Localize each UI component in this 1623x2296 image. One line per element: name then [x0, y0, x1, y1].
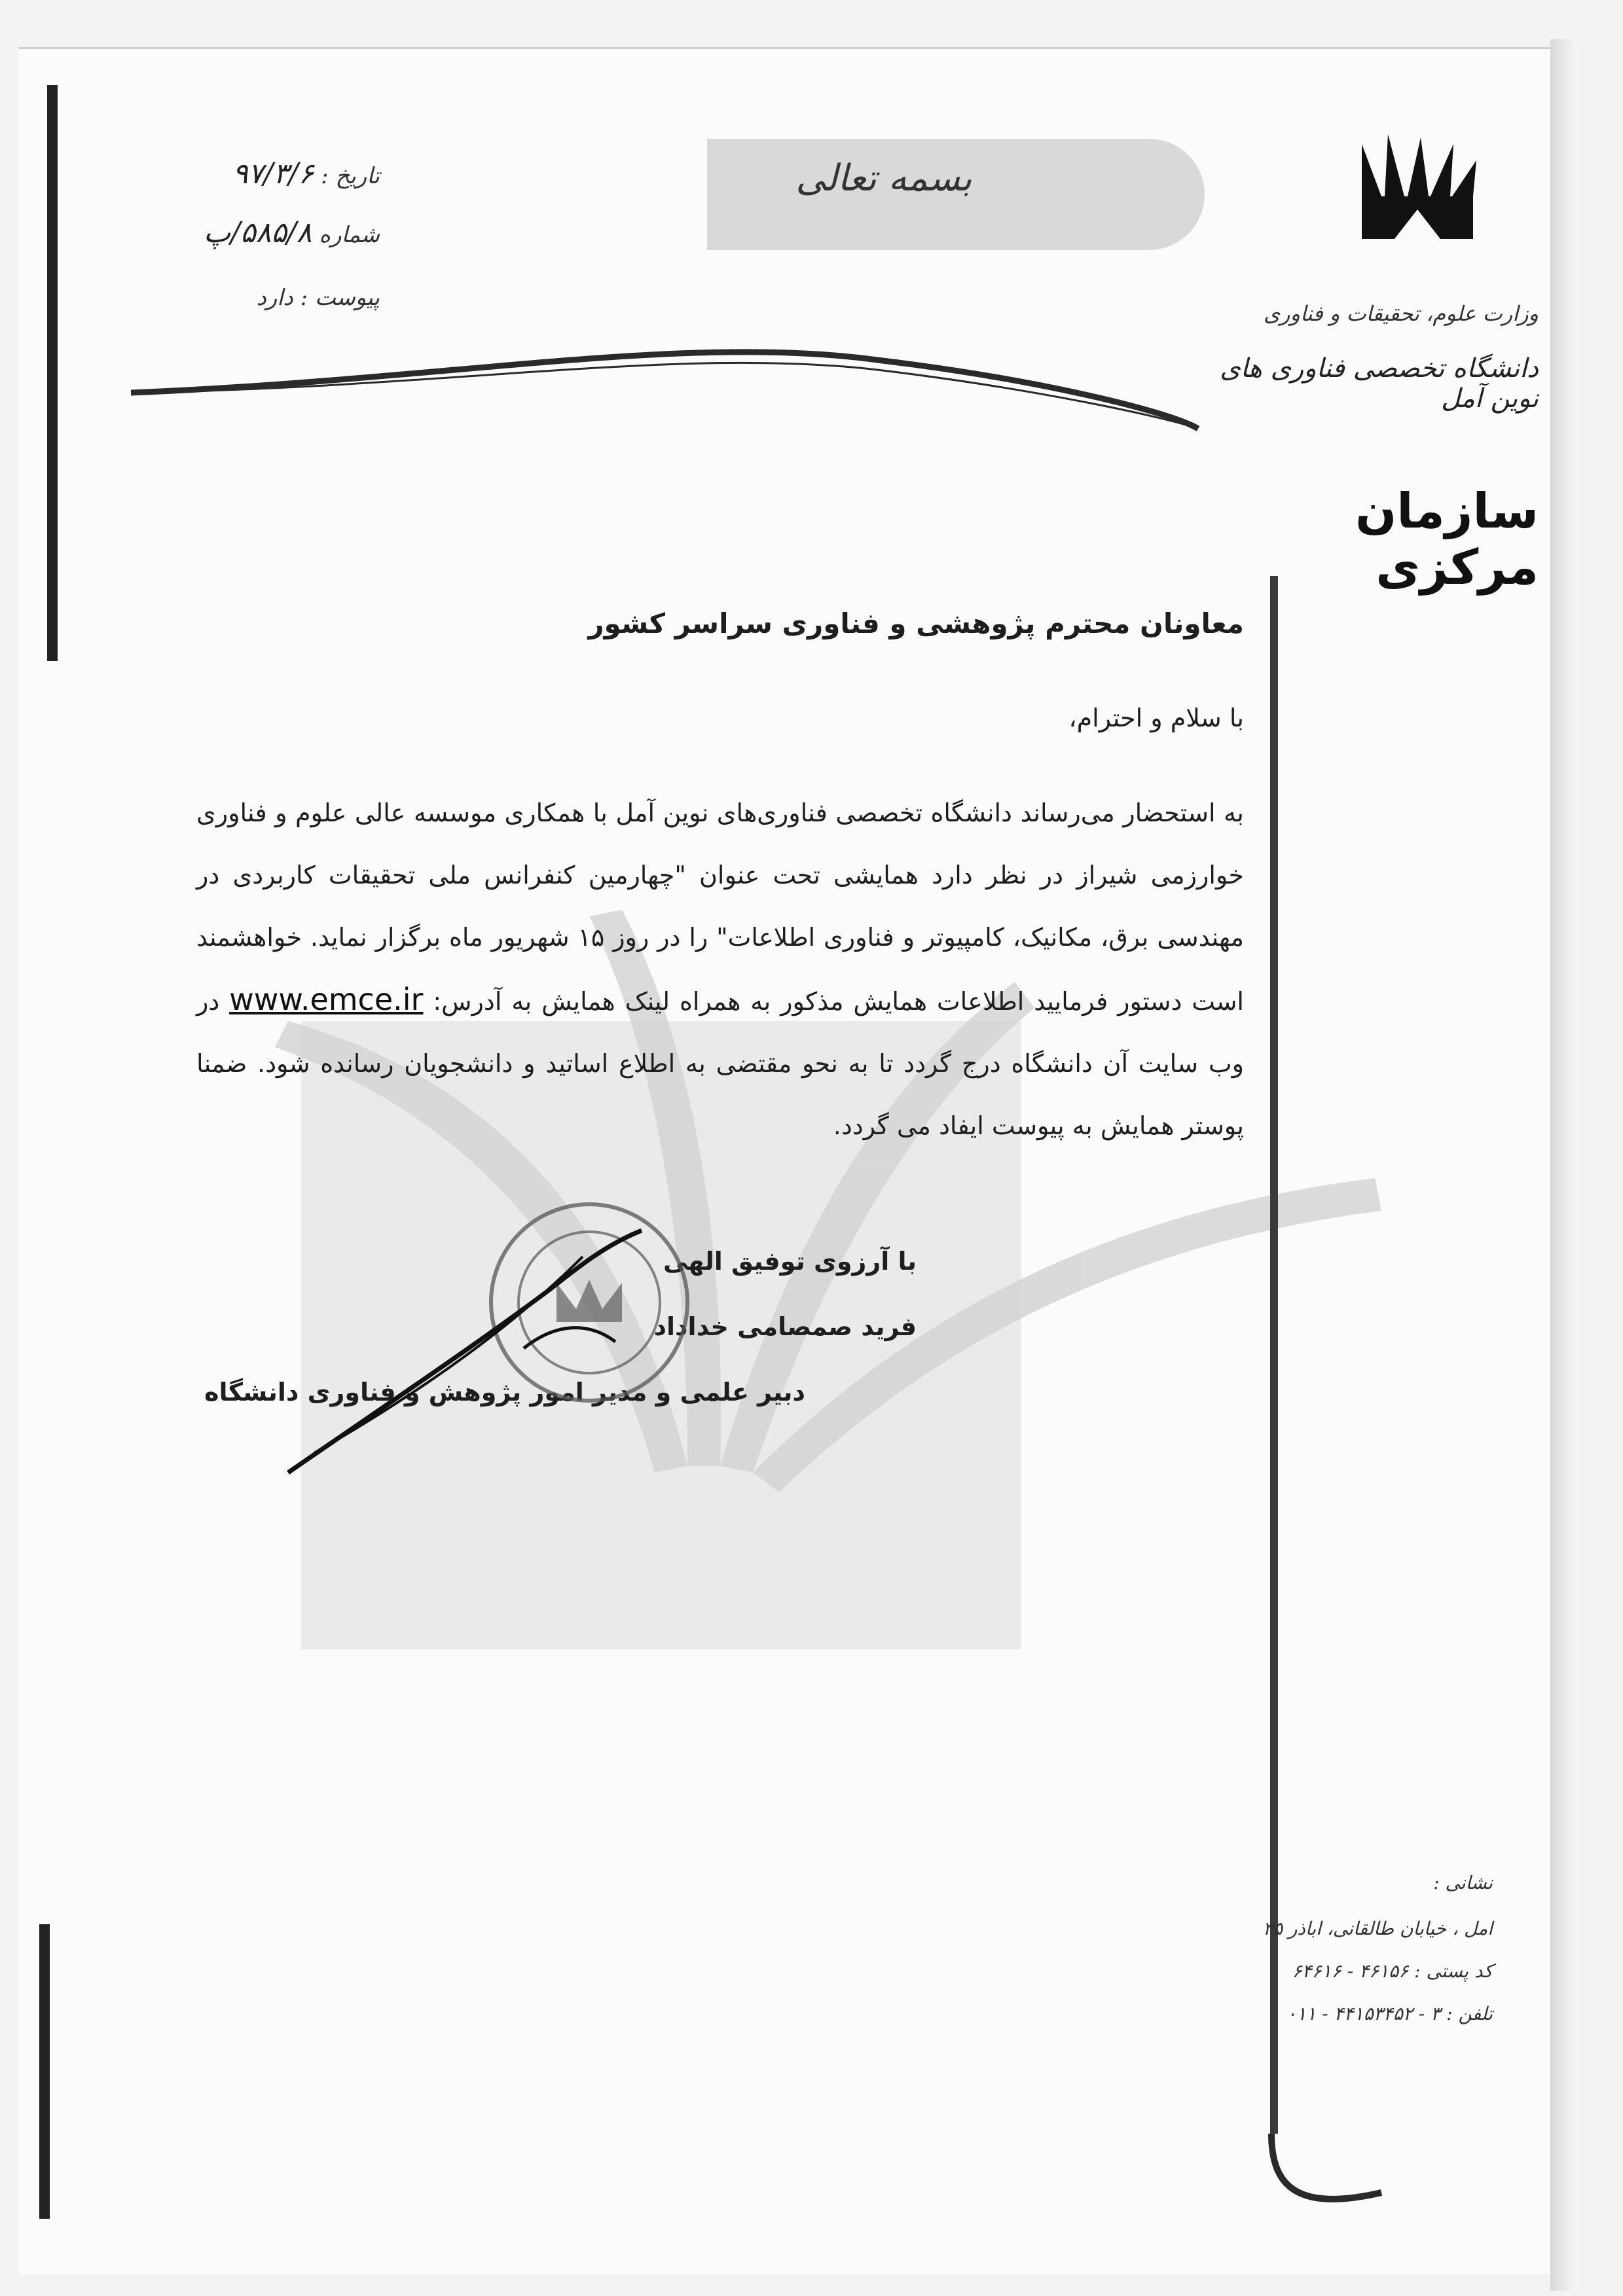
letter-greeting: با سلام و احترام، — [1068, 704, 1244, 732]
university-logo-icon — [1355, 131, 1480, 242]
letter-body — [196, 782, 1244, 1157]
signer-title: دبیر علمی و مدیر امور پژوهش و فناوری دانشگاه — [204, 1378, 805, 1407]
bismillah: بسمه تعالی — [795, 157, 972, 200]
number-value: ۵۸۵/۸/پ — [203, 216, 312, 249]
attachment-line — [131, 285, 380, 311]
footer-address-label: نشانی : — [1433, 1872, 1493, 1893]
number-line — [131, 216, 380, 249]
footer-postal-code: کد پستی : ۴۶۱۵۶ - ۶۴۶۱۶ — [1292, 1960, 1493, 1982]
letter-addressee: معاونان محترم پژوهشی و فناوری سراسر کشور — [588, 607, 1244, 639]
letter-closing: با آرزوی توفیق الهی — [663, 1247, 917, 1276]
university-name: دانشگاه تخصصی فناوری های نوین آمل — [1220, 353, 1539, 414]
department-title: سازمان مرکزی — [1355, 483, 1539, 596]
ministry-name: وزارت علوم، تحقیقات و فناوری — [1264, 301, 1539, 326]
attachment-label: پیوست : — [300, 285, 380, 311]
header-swoosh-divider — [124, 340, 1368, 439]
date-line — [131, 157, 380, 190]
footer-address: امل ، خیابان طالقانی، اباذر ۳۵ — [1262, 1918, 1493, 1939]
right-margin-curve — [1257, 2094, 1388, 2225]
handwritten-signature-icon — [275, 1217, 733, 1492]
footer-phone: تلفن : ۳ - ۴۴۱۵۳۴۵۲ - ۰۱۱ — [1286, 2003, 1493, 2024]
letter-body-part-2: در وب سایت آن دانشگاه درج گردد تا به نحو مقتضی به اطلاع اساتید و دانشجویان رسانده شود. ضمنا پوستر همایش به پیوست ایفاد می گردد. — [196, 987, 1244, 1140]
date-label: تاریخ : — [321, 163, 380, 189]
attachment-value: دارد — [256, 285, 293, 311]
date-value: ۹۷/۳/۶ — [232, 157, 314, 190]
number-label: شماره — [319, 222, 380, 248]
right-margin-rule — [1270, 576, 1278, 2134]
letter-body-part-1: به استحضار می‌رساند دانشگاه تخصصی فناوری‌های نوین آمل با همکاری موسسه عالی علوم و فناوری خوارزمی شیراز در نظر دارد همایشی تحت عنوان "چهارمین کنفرانس ملی تحقیقات کاربردی در مهندسی برق، مکانیک، کامپیوتر و فناوری اطلاعات" را در روز ۱۵ شهریور ماه برگزار نماید. خواهشمند است دستور فرمایید اطلاعات همایش مذکور به همراه لینک همایش به آدرس: — [196, 798, 1244, 1016]
signer-name: فرید صمصامی خداداد — [653, 1312, 917, 1341]
conference-link[interactable]: www.emce.ir — [229, 982, 424, 1017]
